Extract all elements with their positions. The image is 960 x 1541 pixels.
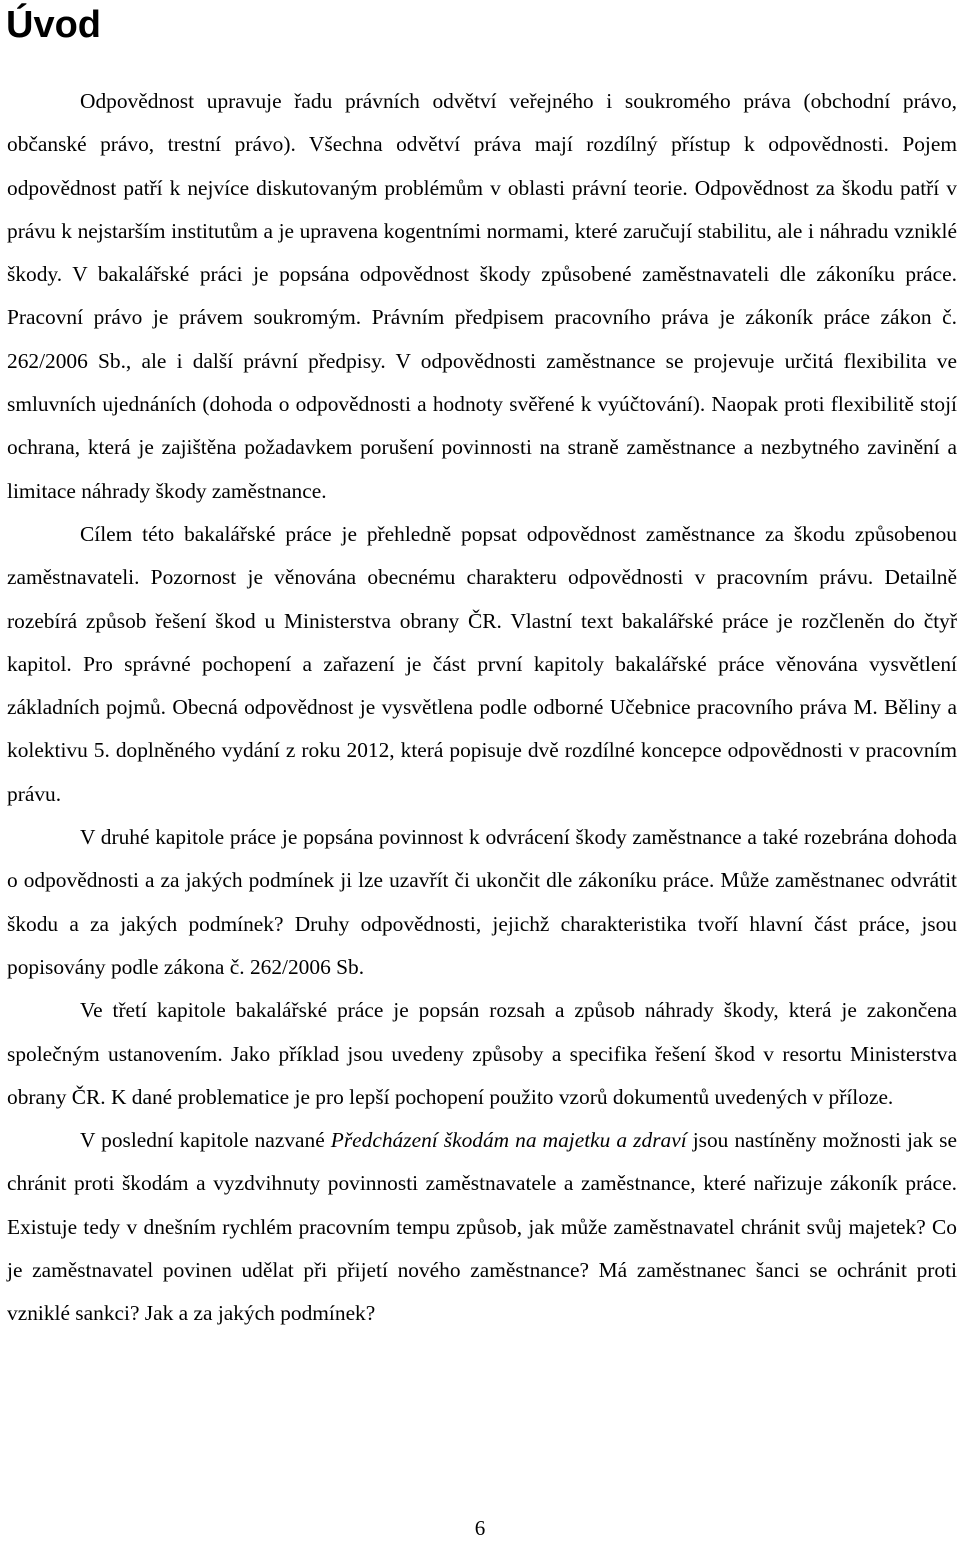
- paragraph-1: Odpovědnost upravuje řadu právních odvětví veřejného i soukromého práva (obchodní právo, občanské právo, trestní právo). Všechna odvětví práva mají rozdílný přístup k odpovědnosti. Pojem odpovědnost patří k nejvíce diskutovaným problémům v oblasti právní teorie. Odpovědnost za škodu patří v právu k nejstarším institutům a je upravena kogentními normami, které zaručují stabilitu, ale i náhradu vzniklé škody. V bakalářské práci je popsána odpovědnost škody způsobené zaměstnavateli dle zákoníku práce. Pracovní právo je právem soukromým. Právním předpisem pracovního práva je zákoník práce zákon č. 262/2006 Sb., ale i další právní předpisy. V odpovědnosti zaměstnance se projevuje určitá flexibilita ve smluvních ujednáních (dohoda o odpovědnosti a hodnoty svěřené k vyúčtování). Naopak proti flexibilitě stojí ochrana, která je zajištěna požadavkem porušení povinnosti na straně zaměstnance a nezbytného zavinění a limitace náhrady škody zaměstnance.: [7, 89, 957, 503]
- paragraph-5-lead: V poslední kapitole nazvané: [80, 1128, 331, 1153]
- paragraph-5-rest: jsou nastíněny možnosti jak se chránit proti škodám a vyzdvihnuty povinnosti zaměstnavatele a zaměstnance, které nařizuje zákoník práce. Existuje tedy v dnešním rychlém pracovním tempu způsob, jak může zaměstnavatel chránit svůj majetek? Co je zaměstnavatel povinen udělat při přijetí nového zaměstnance? Má zaměstnanec šanci se ochránit proti vzniklé sankci? Jak a za jakých podmínek?: [7, 1128, 957, 1326]
- paragraph-3: V druhé kapitole práce je popsána povinnost k odvrácení škody zaměstnance a také rozebrána dohoda o odpovědnosti a za jakých podmínek ji lze uzavřít či ukončit dle zákoníku práce. Může zaměstnanec odvrátit škodu a za jakých podmínek? Druhy odpovědnosti, jejichž charakteristika tvoří hlavní část práce, jsou popisovány podle zákona č. 262/2006 Sb.: [7, 825, 957, 979]
- body-text: [7, 80, 957, 1336]
- chapter-title-italic: Předcházení škodám na majetku a zdraví: [330, 1128, 687, 1153]
- paragraph-5: [7, 1119, 957, 1335]
- page-number: 6: [474, 1516, 486, 1540]
- page-title: Úvod: [6, 4, 101, 46]
- paragraph-2: Cílem této bakalářské práce je přehledně popsat odpovědnost zaměstnance za škodu způsobenou zaměstnavateli. Pozornost je věnována obecnému charakteru odpovědnosti v pracovním právu. Detailně rozebírá způsob řešení škod u Ministerstva obrany ČR. Vlastní text bakalářské práce je rozčleněn do čtyř kapitol. Pro správné pochopení a zařazení je část první kapitoly bakalářské práce věnována vysvětlení základních pojmů. Obecná odpovědnost je vysvětlena podle odborné Učebnice pracovního práva M. Běliny a kolektivu 5. doplněného vydání z roku 2012, která popisuje dvě rozdílné koncepce odpovědnosti v pracovním právu.: [7, 521, 957, 806]
- paragraph-4: Ve třetí kapitole bakalářské práce je popsán rozsah a způsob náhrady škody, která je zakončena společným ustanovením. Jako příklad jsou uvedeny způsoby a specifika řešení škod v resortu Ministerstva obrany ČR. K dané problematice je pro lepší pochopení použito vzorů dokumentů uvedených v příloze.: [7, 998, 957, 1109]
